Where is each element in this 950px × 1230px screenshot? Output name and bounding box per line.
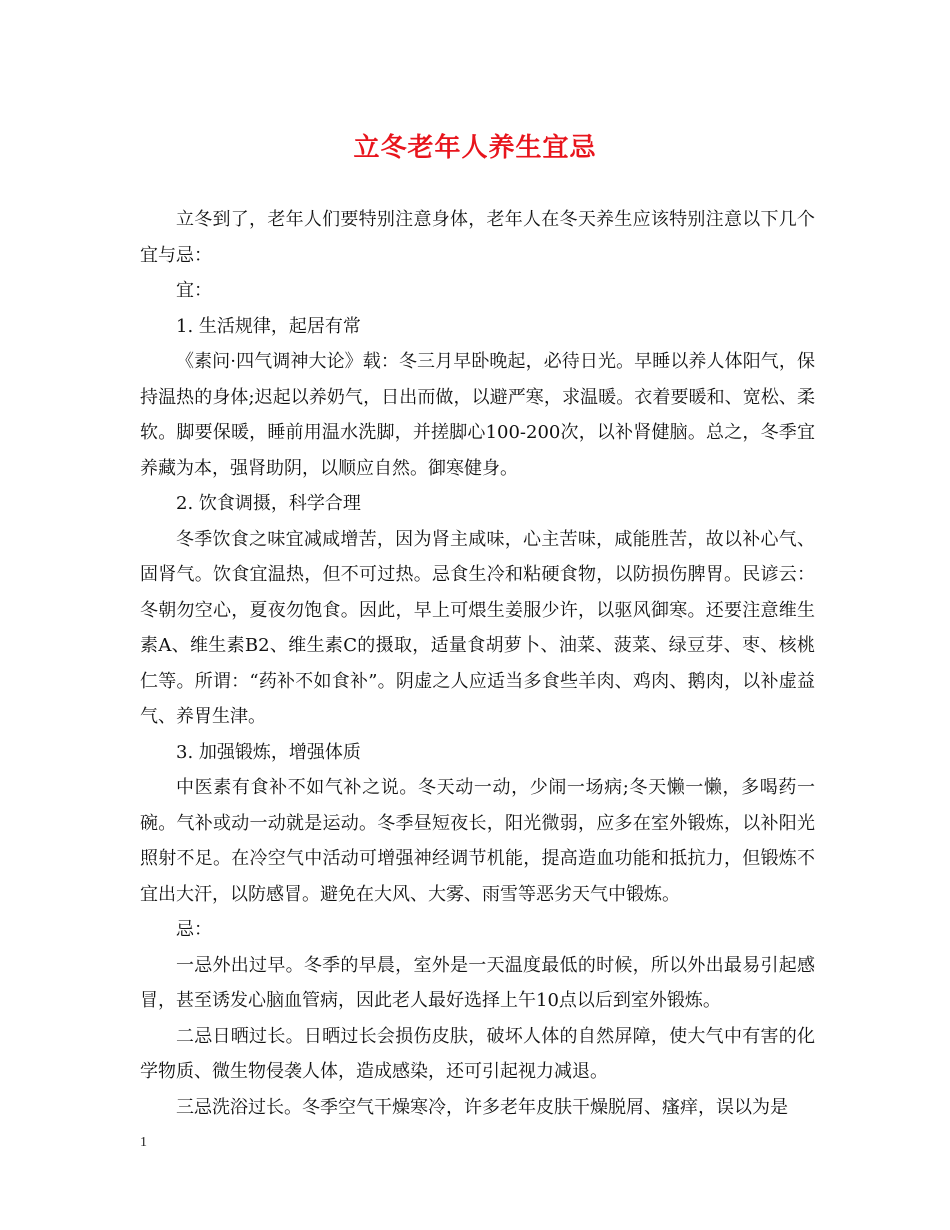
- document-title: 立冬老年人养生宜忌: [353, 133, 597, 163]
- subheading-2: 2. 饮食调摄，科学合理: [176, 493, 361, 514]
- section-heading-ji: 忌：: [176, 919, 212, 940]
- paragraph-ji-3: 三忌洗浴过长。冬季空气干燥寒冷，许多老年皮肤干燥脱屑、瘙痒，误以为是: [176, 1096, 788, 1118]
- subheading-3: 3. 加强锻炼，增强体质: [176, 741, 361, 763]
- paragraph-3: 中医素有食补不如气补之说。冬天动一动，少闹一场病;冬天懒一懒，多喝药一碗。气补或动一动就是运动。冬季昼短夜长，阳光微弱，应多在室外锻炼，以补阳光照射不足。在冷空气中活动可增强神经调节机能，提高造血功能和抵抗力，但锻炼不宜出大汗，以防感冒。避免在大风、大雾、雨雪等恶劣天气中锻炼。: [140, 777, 815, 905]
- paragraph-ji-2: 二忌日晒过长。日晒过长会损伤皮肤，破坏人体的自然屏障，使大气中有害的化学物质、微生物侵袭人体，造成感染，还可引起视力减退。: [140, 1025, 815, 1082]
- paragraph-1: 《素问·四气调神大论》载：冬三月早卧晚起，必待日光。早睡以养人体阳气，保持温热的身体;迟起以养奶气，日出而做，以避严寒，求温暖。衣着要暖和、宽松、柔软。脚要保暖，睡前用温水洗脚，并搓脚心100-200次，以补肾健脑。总之，冬季宜养藏为本，强肾助阴，以顺应自然。御寒健身。: [140, 351, 815, 479]
- paragraph-ji-1: 一忌外出过早。冬季的早晨，室外是一天温度最低的时候，所以外出最易引起感冒，甚至诱发心脑血管病，因此老人最好选择上午10点以后到室外锻炼。: [140, 954, 815, 1011]
- paragraph-2: 冬季饮食之味宜减咸增苦，因为肾主咸味，心主苦味，咸能胜苦，故以补心气、固肾气。饮食宜温热，但不可过热。忌食生冷和粘硬食物，以防损伤脾胃。民谚云：冬朝勿空心，夏夜勿饱食。因此，早上可煨生姜服少许，以驱风御寒。还要注意维生素A、维生素B2、维生素C的摄取，适量食胡萝卜、油菜、菠菜、绿豆芽、枣、核桃仁等。所谓：“药补不如食补”。阴虚之人应适当多食些羊肉、鸡肉、鹅肉，以补虚益气、养胃生津。: [140, 528, 815, 727]
- document-body: [140, 202, 815, 1125]
- intro-paragraph: 立冬到了，老年人们要特别注意身体，老年人在冬天养生应该特别注意以下几个宜与忌：: [140, 209, 815, 266]
- section-heading-yi: 宜：: [176, 280, 212, 301]
- page-number: 1: [140, 1135, 147, 1150]
- subheading-1: 1. 生活规律，起居有常: [176, 315, 361, 337]
